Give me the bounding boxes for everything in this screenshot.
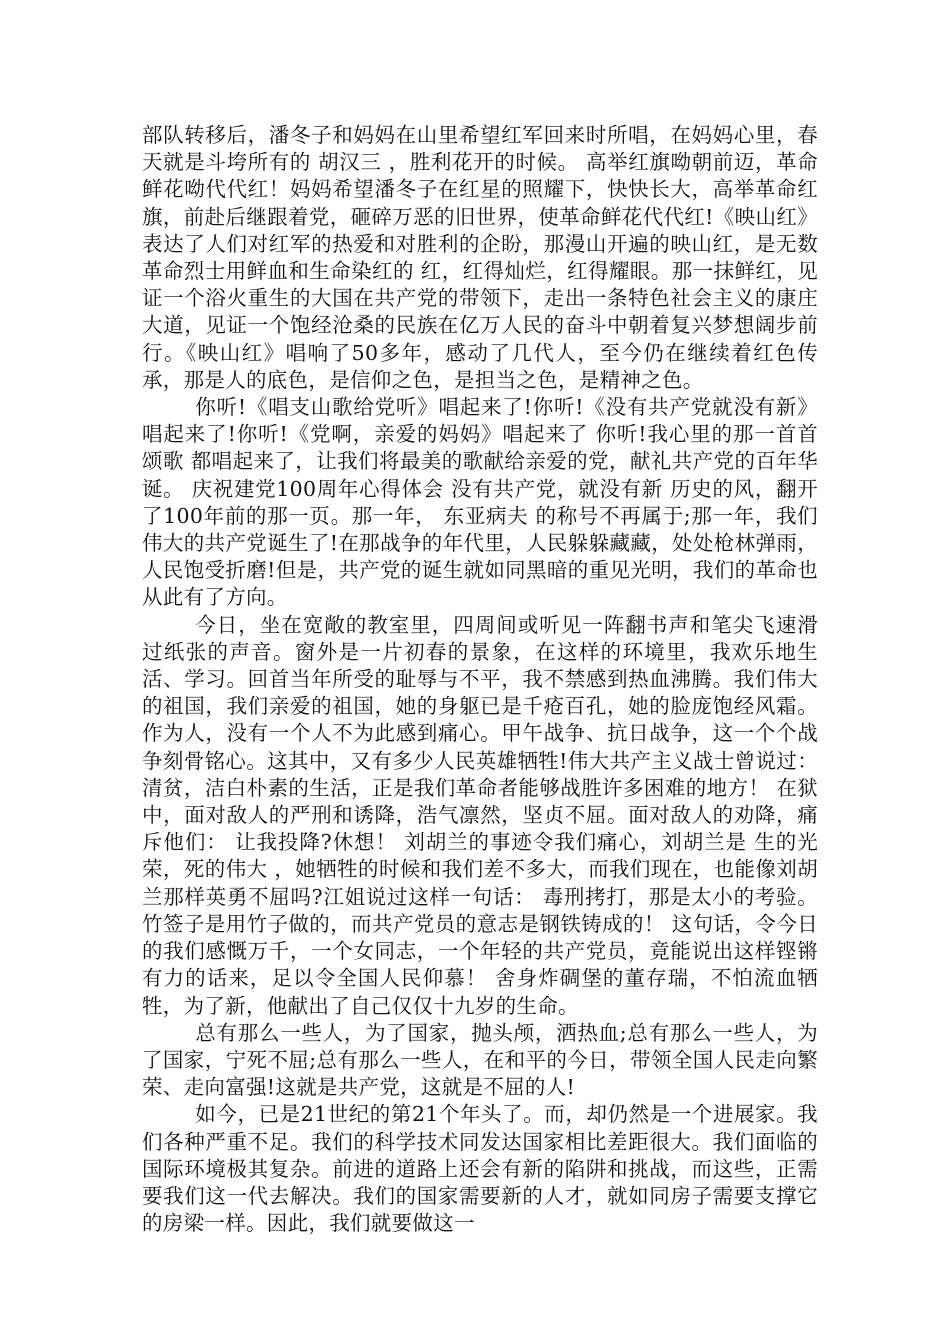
paragraph-continuation: 部队转移后，潘冬子和妈妈在山里希望红军回来时所唱，在妈妈心里，春天就是斗垮所有的 胡汉三 ，胜利花开的时候。 高举红旗呦朝前迈，革命鲜花呦代代红！妈妈希望潘冬子在红星的照耀下，快快长大，高举革命红旗，前赴后继跟着党，砸碎万恶的旧世界，使革命鲜花代代红!《映山红》表达了人们对红军的热爱和对胜利的企盼，那漫山开遍的映山红，是无数革命烈士用鲜血和生命染红的 红，红得灿烂，红得耀眼。那一抹鲜红，见证一个浴火重生的大国在共产党的带领下，走出一条特色社会主义的康庄大道，见证一个饱经沧桑的民族在亿万人民的奋斗中朝着复兴梦想阔步前行。《映山红》唱响了50多年，感动了几代人，至今仍在继续着红色传承，那是人的底色，是信仰之色，是担当之色，是精神之色。: [142, 123, 818, 392]
paragraph-classroom: 今日，坐在宽敞的教室里，四周间或听见一阵翻书声和笔尖飞速滑过纸张的声音。窗外是一片初春的景象，在这样的环境里，我欢乐地生活、学习。回首当年所受的耻辱与不平，我不禁感到热血沸腾。我们伟大的祖国，我们亲爱的祖国，她的身躯已是千疮百孔，她的脸庞饱经风霜。作为人，没有一个人不为此感到痛心。甲午战争、抗日战争，这一个个战争刻骨铭心。这其中，又有多少人民英雄牺牲!伟大共产主义战士曾说过： 清贫，洁白朴素的生活，正是我们革命者能够战胜许多困难的地方！ 在狱中，面对敌人的严刑和诱降，浩气凛然，坚贞不屈。面对敌人的劝降，痛斥他们： 让我投降?休想！ 刘胡兰的事迹令我们痛心，刘胡兰是 生的光荣，死的伟大 ，她牺牲的时候和我们差不多大，而我们现在，也能像刘胡兰那样英勇不屈吗?江姐说过这样一句话： 毒刑拷打，那是太小的考验。竹签子是用竹子做的，而共产党员的意志是钢铁铸成的！ 这句话，令今日的我们感慨万千，一个女同志，一个年轻的共产党员，竟能说出这样铿锵有力的话来，足以令全国人民仰慕！ 舍身炸碉堡的董存瑞，不怕流血牺牲，为了新，他献出了自己仅仅十九岁的生命。: [142, 612, 818, 1018]
paragraph-unyielding-people: 总有那么一些人，为了国家，抛头颅，洒热血;总有那么一些人，为了国家，宁死不屈;总有那么一些人，在和平的今日，带领全国人民走向繁荣、走向富强!这就是共产党，这就是不屈的人!: [142, 1020, 818, 1100]
paragraph-21st-century: 如今，已是21世纪的第21个年头了。而，却仍然是一个进展家。我们各种严重不足。我们的科学技术同发达国家相比差距很大。我们面临的国际环境极其复杂。前进的道路上还会有新的陷阱和挑战，而这些，正需要我们这一代去解决。我们的国家需要新的人才，就如同房子需要支撑它的房梁一样。因此，我们就要做这一: [142, 1102, 818, 1236]
paragraph-songs: 你听!《唱支山歌给党听》唱起来了!你听!《没有共产党就没有新》唱起来了!你听!《党啊，亲爱的妈妈》唱起来了 你听!我心里的那一首首 颂歌 都唱起来了，让我们将最美的歌献给亲爱的党，献礼共产党的百年华诞。 庆祝建党100周年心得体会 没有共产党，就没有新 历史的风，翻开了100年前的那一页。那一年， 东亚病夫 的称号不再属于;那一年，我们伟大的共产党诞生了!在那战争的年代里，人民躲躲藏藏，处处枪林弹雨，人民饱受折磨!但是，共产党的诞生就如同黑暗的重见光明，我们的革命也从此有了方向。: [142, 395, 818, 610]
document-body: [142, 122, 818, 1237]
